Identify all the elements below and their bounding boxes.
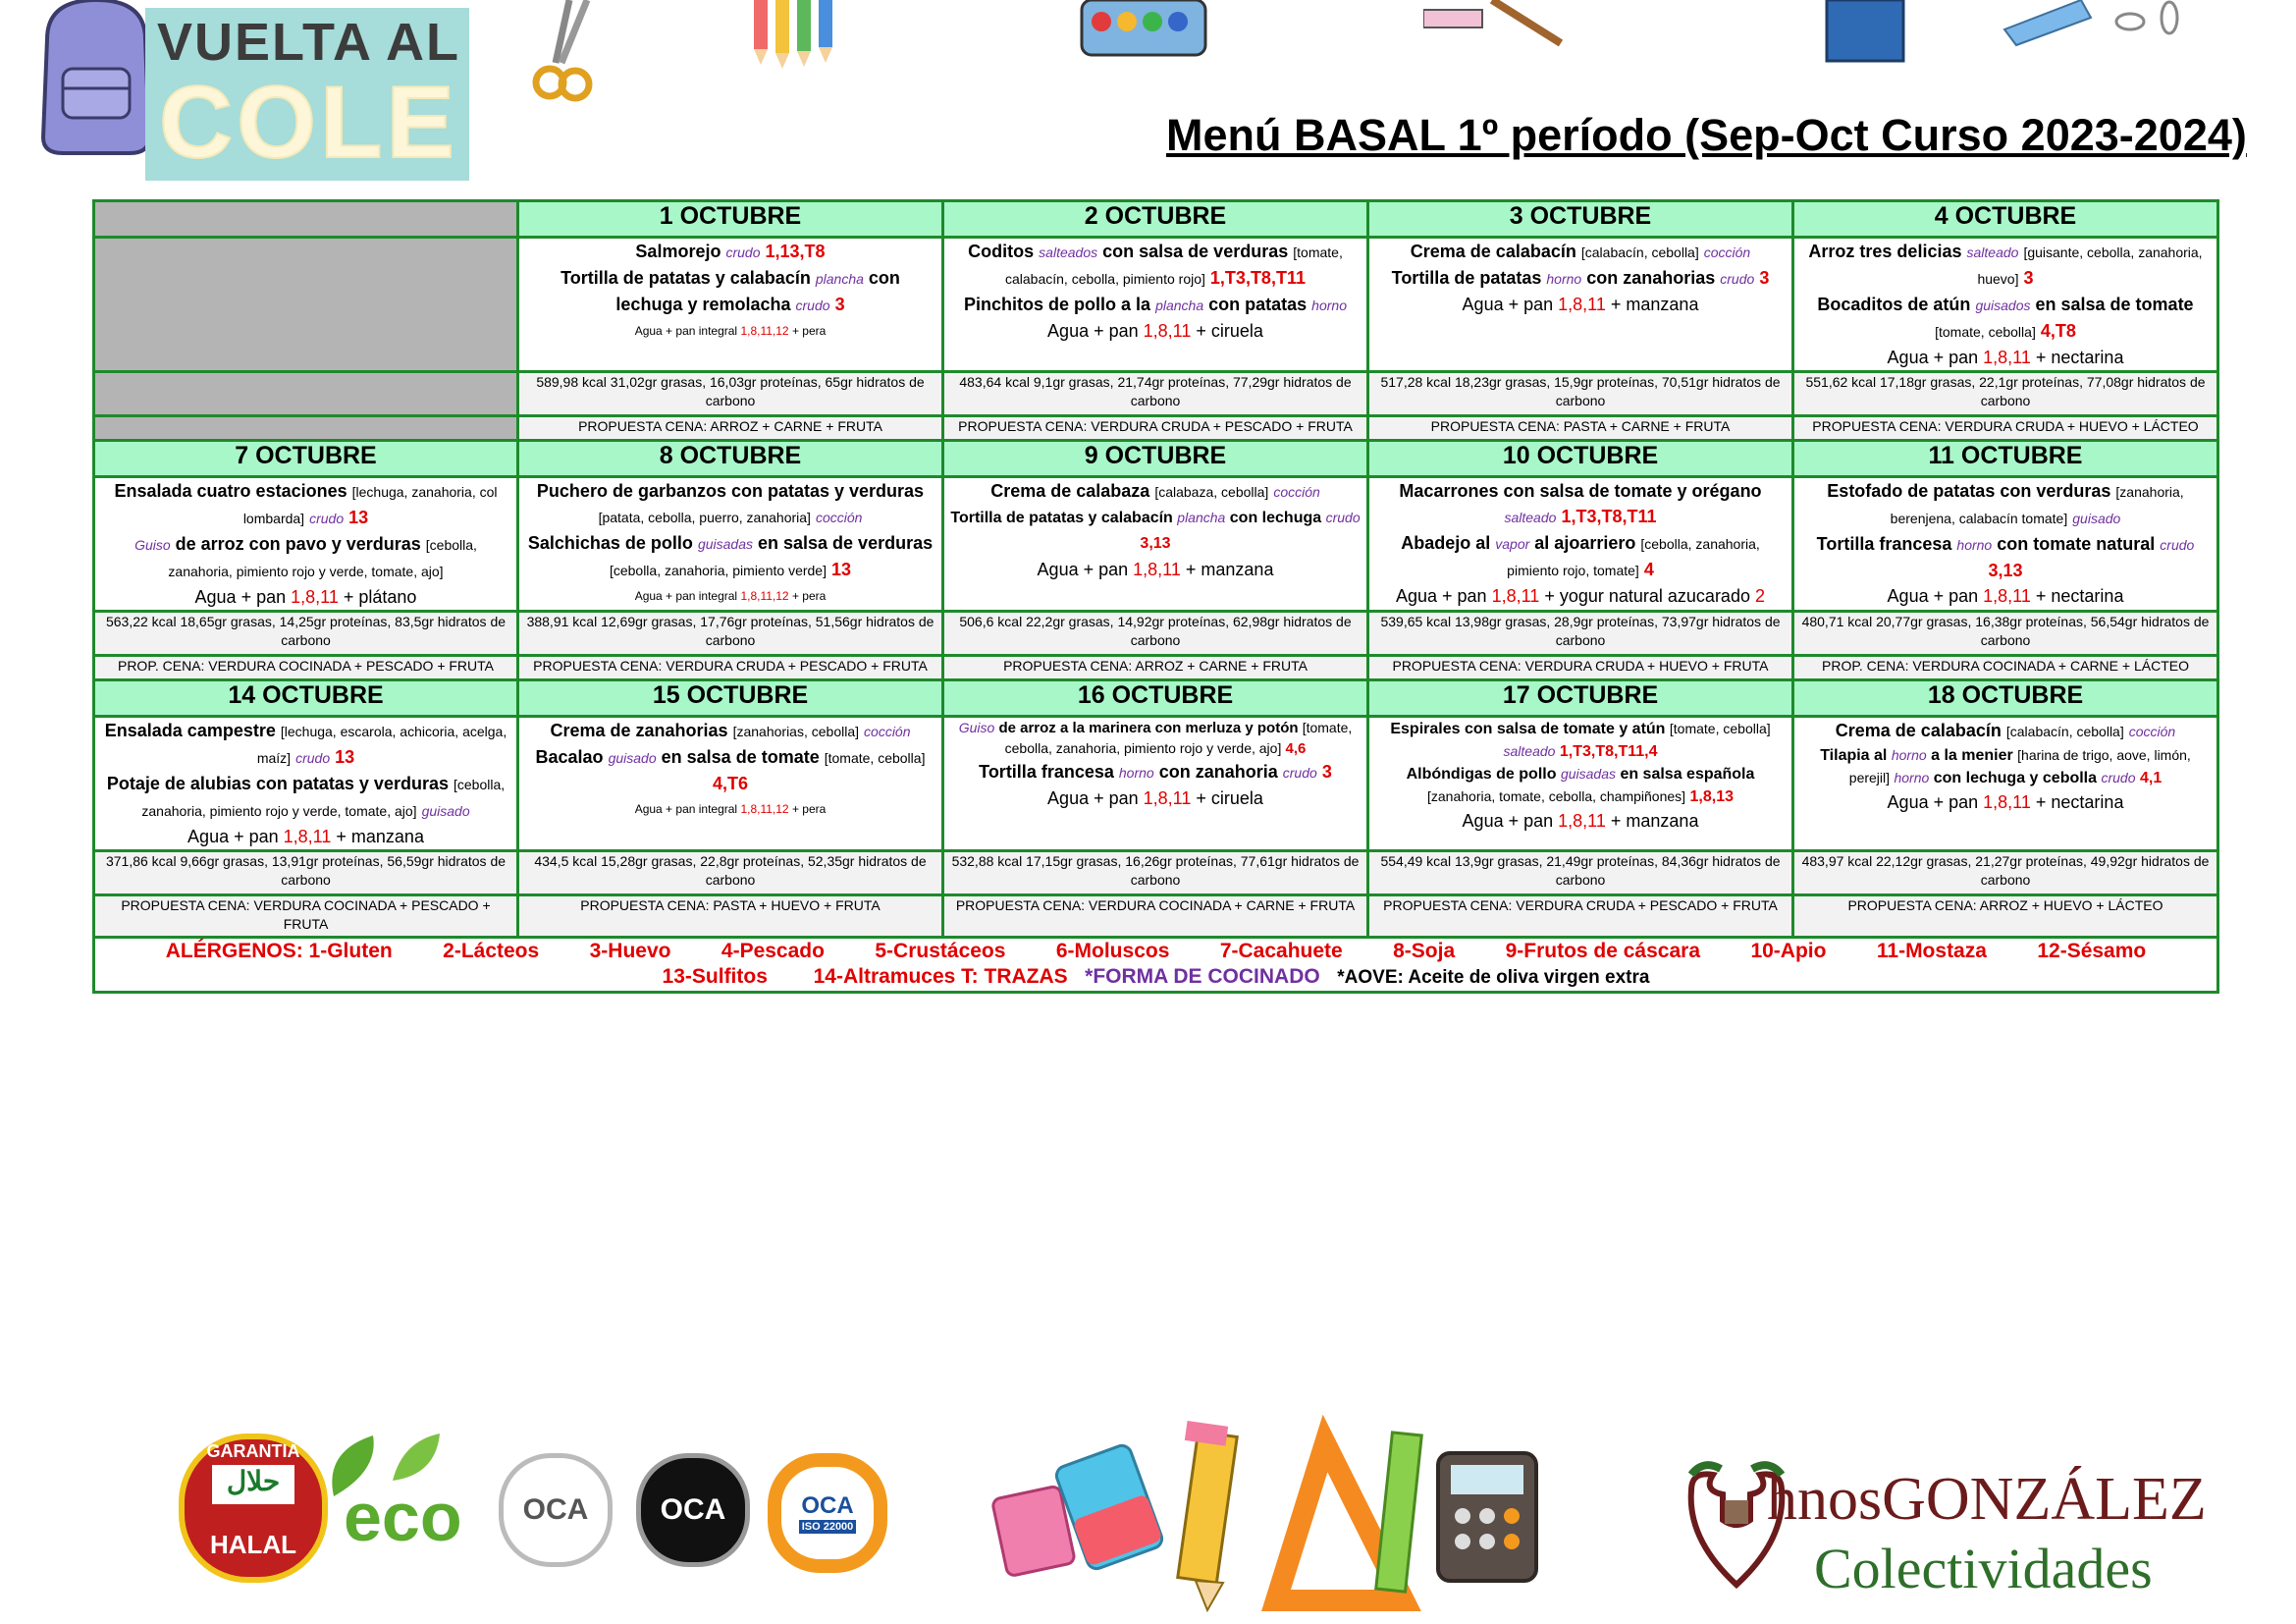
halal-text: HALAL (209, 1530, 297, 1559)
menu-table (92, 199, 2219, 994)
halal-top-text: GARANTIA (206, 1441, 300, 1461)
menu-cell-8-oct: Puchero de garbanzos con patatas y verduras [patata, cebolla, puerro, zanahoria] cocción Salchichas de pollo guisadas en salsa de verduras [cebolla, zanahoria, pimiento verde] 13 Agua + pan integral 1,8,11,12 + pera (518, 477, 943, 612)
notebook-icon (1821, 0, 1909, 65)
week3-header-row (94, 680, 2218, 717)
oca-cert-2 (636, 1453, 750, 1567)
oca-logo-text: OCA (522, 1493, 589, 1526)
day-header: 10 OCTUBRE (1368, 441, 1793, 477)
nutrition-info: 554,49 kcal 13,9gr grasas, 21,49gr proteínas, 84,36gr hidratos de carbono (1368, 851, 1793, 895)
oca-logo-text: OCA (801, 1492, 854, 1519)
menu-cell-15-oct: Crema de zanahorias [zanahorias, cebolla] cocción Bacalao guisado en salsa de tomate [tomate, cebolla] 4,T6 Agua + pan integral 1,8,11,12 + pera (518, 717, 943, 851)
week2-dish-row (94, 477, 2218, 612)
menu-cell-14-oct: Ensalada campestre [lechuga, escarola, achicoria, acelga, maíz] crudo 13 Potaje de alubias con patatas y verduras [cebolla, zanahoria, pimiento rojo y verde, tomate, ajo] guisado Agua + pan 1,8,11 + manzana (94, 717, 518, 851)
dinner-proposal: PROPUESTA CENA: VERDURA COCINADA + PESCADO + FRUTA (94, 895, 518, 938)
page-title: Menú BASAL 1º período (Sep-Oct Curso 2023-2024) (1166, 110, 2247, 160)
menu-cell-11-oct: Estofado de patatas con verduras [zanahoria, berenjena, calabacín tomate] guisado Tortilla francesa horno con tomate natural crudo 3,13 Agua + pan 1,8,11 + nectarina (1793, 477, 2218, 612)
dinner-proposal: PROPUESTA CENA: ARROZ + CARNE + FRUTA (518, 416, 943, 441)
empty-dinner-cell (94, 416, 518, 441)
menu-cell-18-oct: Crema de calabacín [calabacín, cebolla] cocción Tilapia al horno a la menier [harina de trigo, aove, limón, perejil] horno con lechuga y cebolla crudo 4,1 Agua + pan 1,8,11 + nectarina (1793, 717, 2218, 851)
nutrition-info: 434,5 kcal 15,28gr grasas, 22,8gr proteínas, 52,35gr hidratos de carbono (518, 851, 943, 895)
day-header: 2 OCTUBRE (943, 201, 1368, 238)
allergens-line1: ALÉRGENOS: 1-Gluten 2-Lácteos 3-Huevo 4-Pescado 5-Crustáceos 6-Moluscos 7-Cacahuete 8-Soja 9-Frutos de cáscara 10-Apio 11-Mostaza 12-Sésamo (165, 940, 2147, 962)
dinner-proposal: PROPUESTA CENA: VERDURA CRUDA + PESCADO + FRUTA (1368, 895, 1793, 938)
company-name: hnosGONZÁLEZ (1767, 1466, 2207, 1533)
empty-dish-cell (94, 238, 518, 372)
nutrition-info: 483,97 kcal 22,12gr grasas, 21,27gr proteínas, 49,92gr hidratos de carbono (1793, 851, 2218, 895)
nutrition-info: 517,28 kcal 18,23gr grasas, 15,9gr proteínas, 70,51gr hidratos de carbono (1368, 372, 1793, 416)
ruler-paintbrush-icon (1423, 0, 1571, 49)
week1-dinner-row (94, 416, 2218, 441)
menu-cell-3-oct: Crema de calabacín [calabacín, cebolla] cocción Tortilla de patatas horno con zanahorias crudo 3 Agua + pan 1,8,11 + manzana (1368, 238, 1793, 372)
dinner-proposal: PROPUESTA CENA: VERDURA CRUDA + HUEVO + LÁCTEO (1793, 416, 2218, 441)
allergens-line2: 13-Sulfitos 14-Altramuces T: TRAZAS *FORMA DE COCINADO *AOVE: Aceite de oliva virgen extra (662, 965, 1650, 988)
nutrition-info: 371,86 kcal 9,66gr grasas, 13,91gr proteínas, 56,59gr hidratos de carbono (94, 851, 518, 895)
colored-pencils-icon (746, 0, 844, 69)
nutrition-info: 532,88 kcal 17,15gr grasas, 16,26gr proteínas, 77,61gr hidratos de carbono (943, 851, 1368, 895)
day-header: 17 OCTUBRE (1368, 680, 1793, 717)
week2-dinner-row (94, 656, 2218, 680)
day-header: 14 OCTUBRE (94, 680, 518, 717)
day-header: 1 OCTUBRE (518, 201, 943, 238)
week1-nutrition-row (94, 372, 2218, 416)
dinner-proposal: PROPUESTA CENA: PASTA + CARNE + FRUTA (1368, 416, 1793, 441)
nutrition-info: 506,6 kcal 22,2gr grasas, 14,92gr proteínas, 62,98gr hidratos de carbono (943, 612, 1368, 656)
week1-dish-row (94, 238, 2218, 372)
dinner-proposal: PROP. CENA: VERDURA COCINADA + CARNE + LÁCTEO (1793, 656, 2218, 680)
menu-cell-10-oct: Macarrones con salsa de tomate y orégano salteado 1,T3,T8,T11 Abadejo al vapor al ajoarriero [cebolla, zanahoria, pimiento rojo, tomate] 4 Agua + pan 1,8,11 + yogur natural azucarado 2 (1368, 477, 1793, 612)
logo-text-line2: COLE (159, 66, 458, 180)
week2-nutrition-row (94, 612, 2218, 656)
nutrition-info: 483,64 kcal 9,1gr grasas, 21,74gr proteínas, 77,29gr hidratos de carbono (943, 372, 1368, 416)
nutrition-info: 551,62 kcal 17,18gr grasas, 22,1gr proteínas, 77,08gr hidratos de carbono (1793, 372, 2218, 416)
dinner-proposal: PROPUESTA CENA: VERDURA CRUDA + PESCADO + FRUTA (518, 656, 943, 680)
week3-dinner-row (94, 895, 2218, 938)
nutrition-info: 388,91 kcal 12,69gr grasas, 17,76gr proteínas, 51,56gr hidratos de carbono (518, 612, 943, 656)
company-tagline: Colectividades (1814, 1537, 2153, 1600)
allergens-row (94, 938, 2218, 993)
day-header: 3 OCTUBRE (1368, 201, 1793, 238)
oca-logo-text: OCA (660, 1493, 726, 1526)
menu-cell-1-oct: Salmorejo crudo 1,13,T8 Tortilla de patatas y calabacín plancha con lechuga y remolacha crudo 3 Agua + pan integral 1,8,11,12 + pera (518, 238, 943, 372)
dinner-proposal: PROP. CENA: VERDURA COCINADA + PESCADO + FRUTA (94, 656, 518, 680)
menu-cell-2-oct: Coditos salteados con salsa de verduras [tomate, calabacín, cebolla, pimiento rojo] 1,T3,T8,T11 Pinchitos de pollo a la plancha con patatas horno Agua + pan 1,8,11 + ciruela (943, 238, 1368, 372)
week3-dish-row (94, 717, 2218, 851)
day-header: 4 OCTUBRE (1793, 201, 2218, 238)
day-header: 15 OCTUBRE (518, 680, 943, 717)
menu-cell-7-oct: Ensalada cuatro estaciones [lechuga, zanahoria, col lombarda] crudo 13 Guiso de arroz con pavo y verduras [cebolla, zanahoria, pimiento rojo y verde, tomate, ajo] Agua + pan 1,8,11 + plátano (94, 477, 518, 612)
day-header: 16 OCTUBRE (943, 680, 1368, 717)
halal-arabic-text: حلال (212, 1465, 294, 1504)
day-header: 11 OCTUBRE (1793, 441, 2218, 477)
day-header: 18 OCTUBRE (1793, 680, 2218, 717)
dinner-proposal: PROPUESTA CENA: PASTA + HUEVO + FRUTA (518, 895, 943, 938)
scissors-icon (530, 0, 609, 106)
eco-logo-text: eco (344, 1479, 462, 1555)
allergens-legend (94, 938, 2218, 993)
oca-iso22000-cert (768, 1453, 887, 1573)
menu-cell-4-oct: Arroz tres delicias salteado [guisante, cebolla, zanahoria, huevo] 3 Bocaditos de atún guisados en salsa de tomate [tomate, cebolla] 4,T8 Agua + pan 1,8,11 + nectarina (1793, 238, 2218, 372)
menu-cell-16-oct: Guiso de arroz a la marinera con merluza y potón [tomate, cebolla, zanahoria, pimiento rojo y verde, ajo] 4,6 Tortilla francesa horno con zanahoria crudo 3 Agua + pan 1,8,11 + ciruela (943, 717, 1368, 851)
dinner-proposal: PROPUESTA CENA: VERDURA COCINADA + CARNE + FRUTA (943, 895, 1368, 938)
oca-cert-1 (499, 1453, 613, 1567)
nutrition-info: 539,65 kcal 13,98gr grasas, 28,9gr proteínas, 73,97gr hidratos de carbono (1368, 612, 1793, 656)
week2-header-row (94, 441, 2218, 477)
dinner-proposal: PROPUESTA CENA: ARROZ + CARNE + FRUTA (943, 656, 1368, 680)
dinner-proposal: PROPUESTA CENA: VERDURA CRUDA + PESCADO + FRUTA (943, 416, 1368, 441)
nutrition-info: 563,22 kcal 18,65gr grasas, 14,25gr proteínas, 83,5gr hidratos de carbono (94, 612, 518, 656)
nutrition-info: 480,71 kcal 20,77gr grasas, 16,38gr proteínas, 56,54gr hidratos de carbono (1793, 612, 2218, 656)
week1-header-row (94, 201, 2218, 238)
day-header: 7 OCTUBRE (94, 441, 518, 477)
logo-text-line1: VUELTA AL (157, 13, 460, 72)
day-header: 8 OCTUBRE (518, 441, 943, 477)
nutrition-info: 589,98 kcal 31,02gr grasas, 16,03gr proteínas, 65gr hidratos de carbono (518, 372, 943, 416)
dinner-proposal: PROPUESTA CENA: ARROZ + HUEVO + LÁCTEO (1793, 895, 2218, 938)
menu-cell-17-oct: Espirales con salsa de tomate y atún [tomate, cebolla] salteado 1,T3,T8,T11,4 Albóndigas de pollo guisadas en salsa española [zanahoria, tomate, cebolla, champiñones] 1,8,13 Agua + pan 1,8,11 + manzana (1368, 717, 1793, 851)
empty-nutrition-cell (94, 372, 518, 416)
ruler-paperclips-icon (2002, 0, 2218, 49)
backpack-icon (27, 0, 165, 157)
menu-cell-9-oct: Crema de calabaza [calabaza, cebolla] cocción Tortilla de patatas y calabacín plancha con lechuga crudo 3,13 Agua + pan 1,8,11 + manzana (943, 477, 1368, 612)
watercolor-palette-icon (1080, 0, 1207, 59)
iso-label: ISO 22000 (799, 1520, 857, 1534)
empty-header-cell (94, 201, 518, 238)
dinner-proposal: PROPUESTA CENA: VERDURA CRUDA + HUEVO + FRUTA (1368, 656, 1793, 680)
school-supplies-icon (991, 1414, 1541, 1620)
day-header: 9 OCTUBRE (943, 441, 1368, 477)
week3-nutrition-row (94, 851, 2218, 895)
